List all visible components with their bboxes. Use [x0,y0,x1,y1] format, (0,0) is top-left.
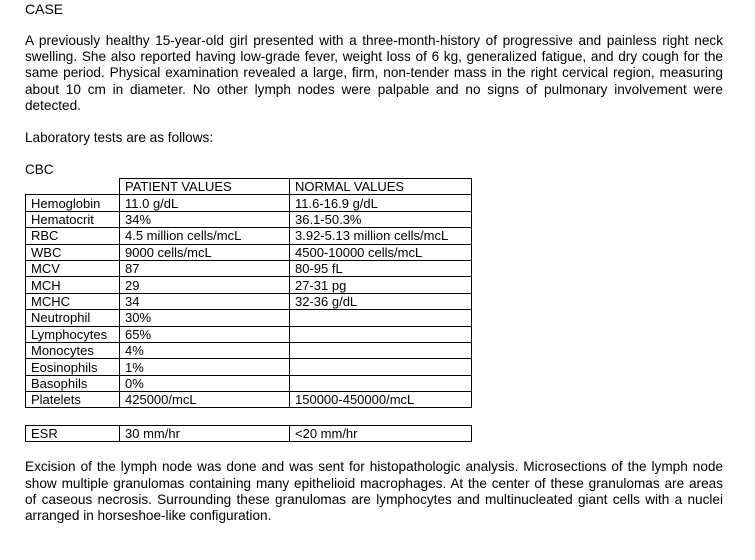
cbc-normal-value [290,310,472,326]
table-row [26,244,472,260]
cbc-test-name: Monocytes [26,342,120,358]
cbc-normal-value [290,359,472,375]
esr-normal-value: <20 mm/hr [290,426,472,442]
case-document [25,0,723,524]
table-row [26,392,472,408]
table-row [26,375,472,391]
cbc-test-name: MCHC [26,293,120,309]
cbc-test-name: Platelets [26,392,120,408]
case-history-paragraph: A previously healthy 15-year-old girl presented with a three-month-history of progressive and painless right neck swelling. She also reported having low-grade fever, weight loss of 6 kg, generalized fatigue, and dry cough for the same period. Physical examination revealed a large, firm, non-tender mass in the right cervical region, measuring about 10 cm in diameter. No other lymph nodes were palpable and no signs of pulmonary involvement were detected. [25,33,723,113]
cbc-test-name: Eosinophils [26,359,120,375]
esr-table [25,425,472,442]
esr-row [26,426,472,442]
cbc-header-row [26,179,472,195]
cbc-table-body [26,195,472,408]
cbc-normal-value: 27-31 pg [290,277,472,293]
cbc-normal-value: 3.92-5.13 million cells/mcL [290,228,472,244]
cbc-header-blank [26,179,120,195]
cbc-normal-value: 32-36 g/dL [290,293,472,309]
cbc-test-name: Hematocrit [26,211,120,227]
cbc-patient-value: 0% [120,375,290,391]
cbc-patient-value: 9000 cells/mcL [120,244,290,260]
esr-test-name: ESR [26,426,120,442]
table-row [26,342,472,358]
cbc-test-name: Basophils [26,375,120,391]
cbc-patient-value: 65% [120,326,290,342]
cbc-header-normal: NORMAL VALUES [290,179,472,195]
cbc-patient-value: 4.5 million cells/mcL [120,228,290,244]
cbc-patient-value: 87 [120,260,290,276]
cbc-normal-value: 11.6-16.9 g/dL [290,195,472,211]
case-heading: CASE [25,1,64,17]
cbc-header-patient: PATIENT VALUES [120,179,290,195]
cbc-normal-value [290,326,472,342]
cbc-test-name: MCV [26,260,120,276]
cbc-test-name: MCH [26,277,120,293]
cbc-patient-value: 34% [120,211,290,227]
cbc-test-name: Hemoglobin [26,195,120,211]
cbc-patient-value: 425000/mcL [120,392,290,408]
cbc-patient-value: 34 [120,293,290,309]
esr-patient-value: 30 mm/hr [120,426,290,442]
cbc-normal-value [290,342,472,358]
table-row [26,228,472,244]
table-row [26,195,472,211]
cbc-patient-value: 29 [120,277,290,293]
cbc-test-name: WBC [26,244,120,260]
cbc-patient-value: 30% [120,310,290,326]
cbc-patient-value: 1% [120,359,290,375]
table-row [26,326,472,342]
cbc-table [25,178,472,408]
cbc-normal-value [290,375,472,391]
cbc-test-name: Neutrophil [26,310,120,326]
cbc-test-name: Lymphocytes [26,326,120,342]
table-row [26,277,472,293]
cbc-title: CBC [25,162,54,178]
table-row [26,260,472,276]
table-row [26,359,472,375]
cbc-test-name: RBC [26,228,120,244]
histopathology-paragraph: Excision of the lymph node was done and was sent for histopathologic analysis. Microsections of the lymph node show multiple granulomas containing many epithelioid macrophages. At the center of these granulomas are areas of caseous necrosis. Surrounding these granulomas are lymphocytes and multinucleated giant cells with a nuclei arranged in horseshoe-like configuration. [25,459,723,524]
table-row [26,310,472,326]
lab-intro-text: Laboratory tests are as follows: [25,130,214,146]
cbc-patient-value: 11.0 g/dL [120,195,290,211]
cbc-normal-value: 80-95 fL [290,260,472,276]
table-row [26,293,472,309]
cbc-normal-value: 4500-10000 cells/mcL [290,244,472,260]
cbc-normal-value: 36.1-50.3% [290,211,472,227]
cbc-normal-value: 150000-450000/mcL [290,392,472,408]
cbc-patient-value: 4% [120,342,290,358]
table-row [26,211,472,227]
